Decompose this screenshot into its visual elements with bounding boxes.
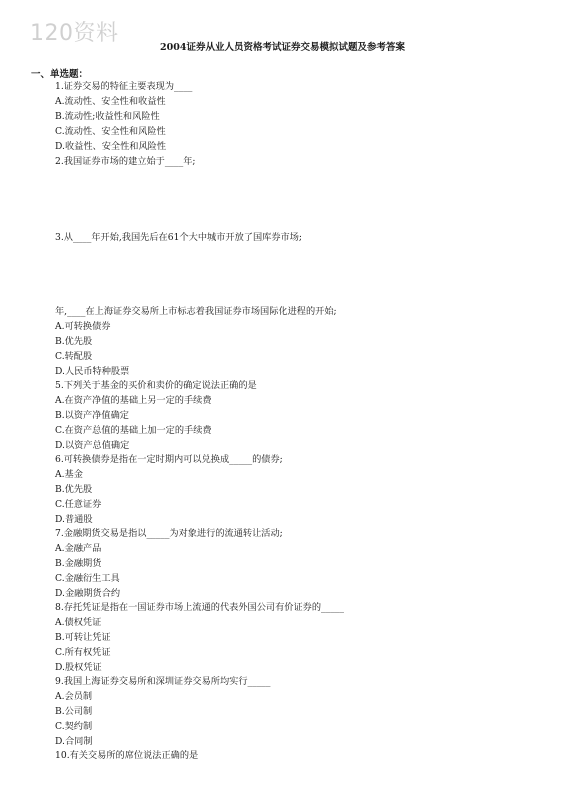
question-7: 7.金融期货交易是指以_____为对象进行的流通转让活动; <box>55 528 283 539</box>
option-4d: D.人民币特种股票 <box>55 366 130 377</box>
question-2: 2.我国证券市场的建立始于____年; <box>55 156 196 167</box>
section-heading: 一、单选题： <box>31 69 89 80</box>
option-1b: B.流动性;收益性和风险性 <box>55 111 160 122</box>
option-1a: A.流动性、安全性和收益性 <box>55 96 166 107</box>
question-6: 6.可转换债券是指在一定时期内可以兑换成_____的债券; <box>55 454 283 465</box>
document-title: 2004证券从业人员资格考试证券交易模拟试题及参考答案 <box>160 42 405 53</box>
question-1: 1.证券交易的特征主要表现为____ <box>55 81 193 92</box>
question-4: 年,____在上海证券交易所上市标志着我国证券市场国际化进程的开始; <box>55 306 337 317</box>
option-6b: B.优先股 <box>55 484 93 495</box>
option-6d: D.普通股 <box>55 514 93 525</box>
option-8a: A.债权凭证 <box>55 617 102 628</box>
option-7c: C.金融衍生工具 <box>55 573 120 584</box>
option-4a: A.可转换债券 <box>55 321 111 332</box>
question-5: 5.下列关于基金的买价和卖价的确定说法正确的是 <box>55 380 257 391</box>
question-9: 9.我国上海证券交易所和深圳证券交易所均实行_____ <box>55 676 271 687</box>
option-4c: C.转配股 <box>55 351 93 362</box>
option-1c: C.流动性、安全性和风险性 <box>55 126 166 137</box>
option-5a: A.在资产净值的基础上另一定的手续费 <box>55 395 212 406</box>
option-6c: C.任意证券 <box>55 499 102 510</box>
option-9a: A.会员制 <box>55 691 93 702</box>
option-9d: D.合同制 <box>55 736 93 747</box>
option-9b: B.公司制 <box>55 706 93 717</box>
option-8d: D.股权凭证 <box>55 662 102 673</box>
option-7a: A.金融产品 <box>55 543 102 554</box>
question-3: 3.从____年开始,我国先后在61个大中城市开放了国库券市场; <box>55 232 302 243</box>
question-8: 8.存托凭证是指在一国证券市场上流通的代表外国公司有价证券的_____ <box>55 602 344 613</box>
option-5d: D.以资产总值确定 <box>55 440 130 451</box>
option-5c: C.在资产总值的基础上加一定的手续费 <box>55 425 212 436</box>
option-4b: B.优先股 <box>55 336 93 347</box>
option-8b: B.可转让凭证 <box>55 632 111 643</box>
option-1d: D.收益性、安全性和风险性 <box>55 141 167 152</box>
option-6a: A.基金 <box>55 469 83 480</box>
option-5b: B.以资产净值确定 <box>55 410 129 421</box>
option-8c: C.所有权凭证 <box>55 647 111 658</box>
watermark-logo: 120资料 <box>30 21 119 46</box>
option-9c: C.契约制 <box>55 721 93 732</box>
question-10: 10.有关交易所的席位说法正确的是 <box>55 750 199 761</box>
option-7d: D.金融期货合约 <box>55 588 121 599</box>
option-7b: B.金融期货 <box>55 558 102 569</box>
